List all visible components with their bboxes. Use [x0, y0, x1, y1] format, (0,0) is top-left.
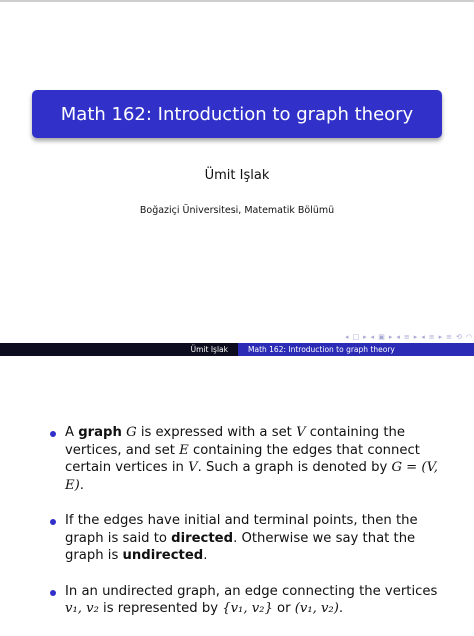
list-item — [50, 424, 445, 494]
math-v1-v2: v₁, v₂ — [65, 601, 99, 616]
text: is expressed with a set — [140, 425, 297, 440]
nav-glyph-icon[interactable]: ▸ — [438, 333, 443, 341]
beamer-navigation-bar[interactable] — [300, 332, 472, 342]
bullet-dot-icon — [50, 519, 56, 525]
text: . Such a graph is denoted by — [197, 460, 392, 475]
slide-footer — [0, 343, 474, 356]
term-graph: graph — [78, 425, 122, 440]
slide-title-box — [32, 90, 442, 138]
nav-glyph-icon[interactable]: ≡ — [446, 333, 453, 341]
text: In an undirected graph, an edge connecting the vertices — [65, 583, 438, 599]
nav-glyph-icon[interactable]: ▸ — [388, 333, 393, 341]
institute-name: Boğaziçi Üniversitesi, Matematik Bölümü — [139, 205, 335, 216]
nav-glyph-icon[interactable]: ≡ — [428, 333, 435, 341]
slide-title: Math 162: Introduction to graph theory — [60, 103, 414, 125]
math-E: E — [179, 442, 189, 458]
list-item — [50, 512, 445, 565]
nav-glyph-icon[interactable]: ◂ — [345, 333, 349, 341]
term-directed: directed — [171, 530, 234, 546]
footer-title: Math 162: Introduction to graph theory — [238, 343, 474, 356]
nav-glyph-icon[interactable]: ◂ — [396, 333, 400, 341]
math-set-v1-v2: {v₁, v₂} — [222, 601, 273, 616]
text: . — [79, 477, 84, 493]
bullet-list — [50, 424, 445, 636]
math-V: V — [188, 460, 198, 475]
nav-glyph-icon[interactable]: □ — [352, 333, 360, 341]
math-pair-v1-v2: (v₁, v₂) — [294, 601, 339, 616]
text: or — [272, 601, 295, 616]
text: . Otherwise we say that the graph is — [65, 530, 416, 563]
nav-glyph-icon[interactable]: ▸ — [363, 333, 367, 341]
bullet-dot-icon — [50, 590, 56, 596]
text: If the edges have initial and terminal points, then the graph is said to — [65, 513, 418, 546]
math-G-equals-VE: G = (V, E) — [65, 460, 438, 493]
nav-glyph-icon[interactable]: ◂ — [421, 333, 425, 341]
math-G: G — [121, 425, 141, 440]
text: A — [65, 425, 79, 440]
footer-author: Ümit Işlak — [0, 343, 238, 356]
author-name: Ümit Işlak — [204, 168, 270, 183]
text: containing the edges that connect certain vertices in — [65, 442, 420, 475]
title-slide — [0, 2, 474, 356]
nav-glyph-icon[interactable]: ▣ — [378, 333, 385, 341]
nav-glyph-icon[interactable]: ◂ — [370, 333, 375, 341]
text: containing the vertices, and set — [65, 425, 405, 458]
term-undirected: undirected — [122, 548, 204, 563]
text: . — [338, 601, 344, 616]
nav-glyph-icon[interactable]: ◠ — [465, 333, 472, 341]
math-V: V — [296, 425, 306, 440]
list-item — [50, 583, 445, 618]
text: . — [203, 548, 208, 563]
nav-glyph-icon[interactable]: ⟲ — [456, 333, 462, 341]
nav-glyph-icon[interactable]: ▸ — [413, 333, 418, 341]
nav-glyph-icon[interactable]: ≡ — [403, 333, 410, 341]
bullet-dot-icon — [50, 431, 56, 437]
text: is represented by — [98, 601, 223, 616]
